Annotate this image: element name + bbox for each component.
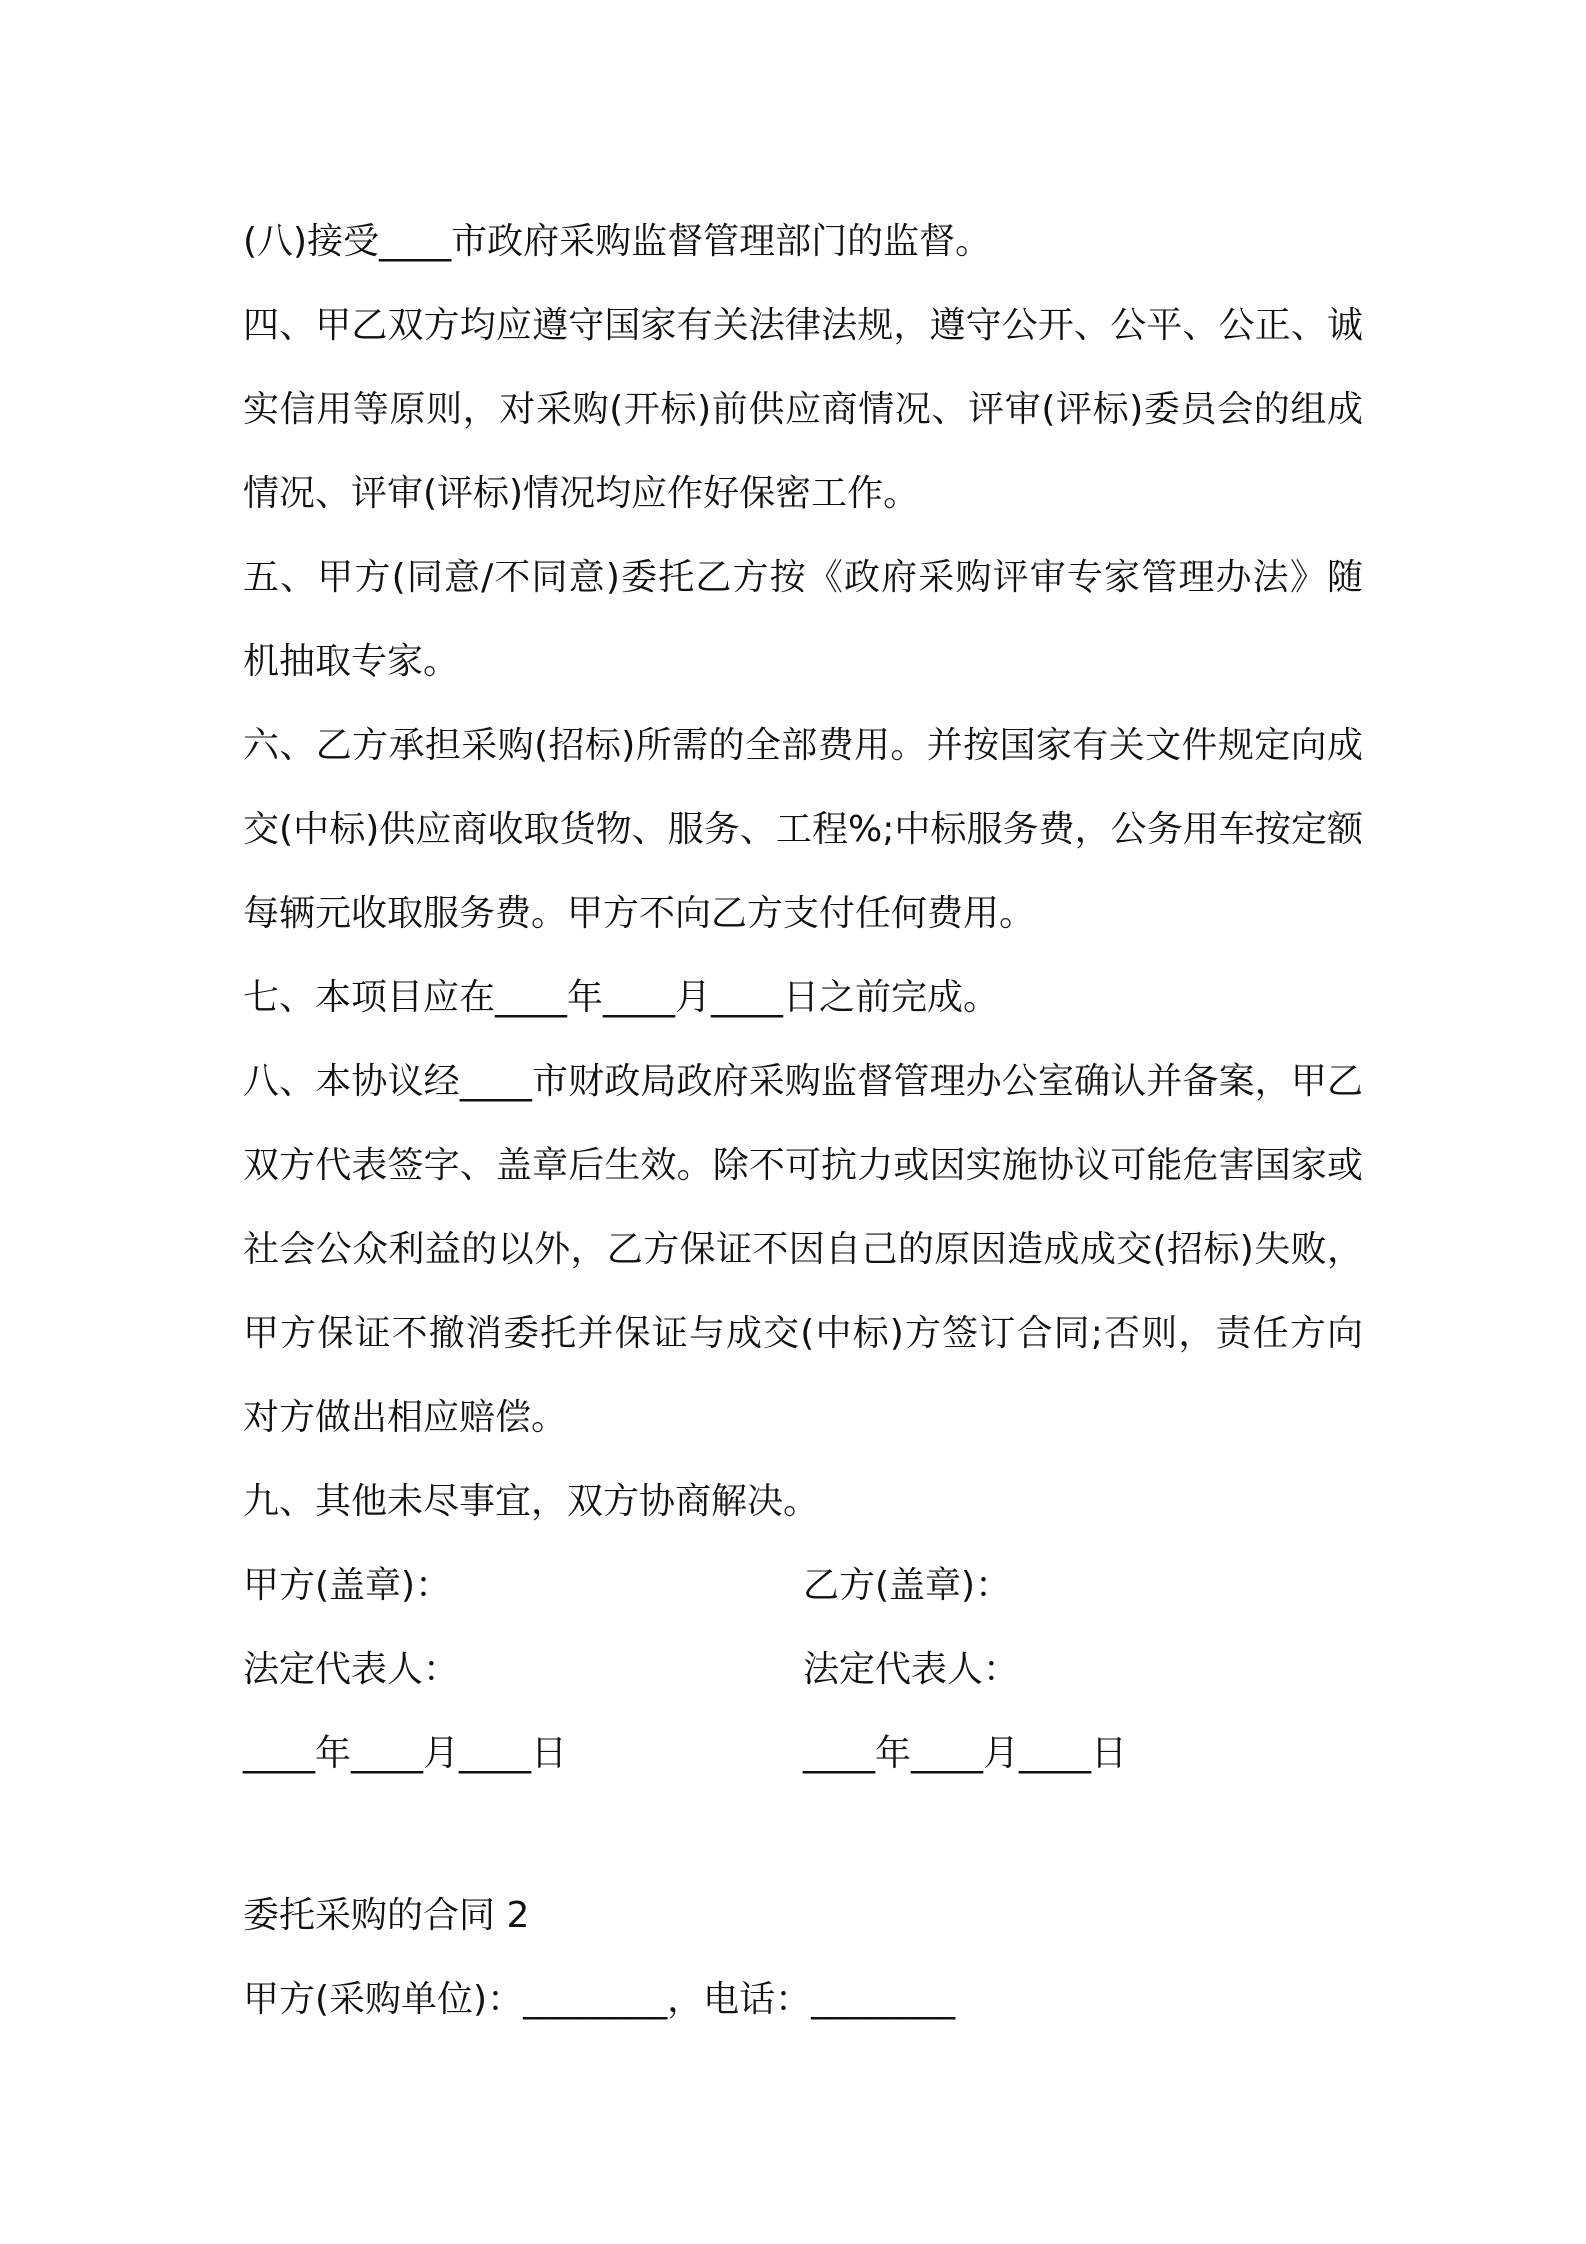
- signature-seal-row: [243, 1544, 1363, 1628]
- clause-8-supervision: (八)接受____市政府采购监督管理部门的监督。: [243, 221, 992, 262]
- clause-9-other: 九、其他未尽事宜，双方协商解决。: [243, 1481, 820, 1522]
- party-a-representative: 法定代表人：: [243, 1649, 460, 1690]
- signature-date-row: [243, 1712, 1363, 1796]
- party-b-date: ____年____月____日: [803, 1733, 1128, 1774]
- signature-rep-row: [243, 1628, 1363, 1712]
- section-2-party-a-line: 甲方(采购单位)：________，电话：________: [243, 1979, 956, 2020]
- section-2-title: 委托采购的合同 2: [243, 1895, 530, 1936]
- section-gap: [243, 1796, 1363, 1874]
- clause-8-effective: 八、本协议经____市财政局政府采购监督管理办公室确认并备案，甲乙双方代表签字、盖章后生效。除不可抗力或因实施协议可能危害国家或社会公众利益的以外，乙方保证不因自己的原因造成成交(招标)失败，甲方保证不撤消委托并保证与成交(中标)方签订合同;否则，责任方向对方做出相应赔偿。: [243, 1061, 1363, 1438]
- party-a-date: ____年____月____日: [243, 1733, 568, 1774]
- party-b-representative: 法定代表人：: [803, 1649, 1020, 1690]
- clause-5-experts: 五、甲方(同意/不同意)委托乙方按《政府采购评审专家管理办法》随机抽取专家。: [243, 557, 1363, 682]
- document-page: [243, 200, 1363, 2042]
- party-b-seal: 乙方(盖章)：: [803, 1565, 1012, 1606]
- party-a-seal: 甲方(盖章)：: [243, 1565, 452, 1606]
- clause-6-fees: 六、乙方承担采购(招标)所需的全部费用。并按国家有关文件规定向成交(中标)供应商收取货物、服务、工程%;中标服务费，公务用车按定额每辆元收取服务费。甲方不向乙方支付任何费用。: [243, 725, 1363, 934]
- clause-7-deadline: 七、本项目应在____年____月____日之前完成。: [243, 977, 1000, 1018]
- clause-4-confidentiality: 四、甲乙双方均应遵守国家有关法律法规，遵守公开、公平、公正、诚实信用等原则，对采购(开标)前供应商情况、评审(评标)委员会的组成情况、评审(评标)情况均应作好保密工作。: [243, 305, 1363, 514]
